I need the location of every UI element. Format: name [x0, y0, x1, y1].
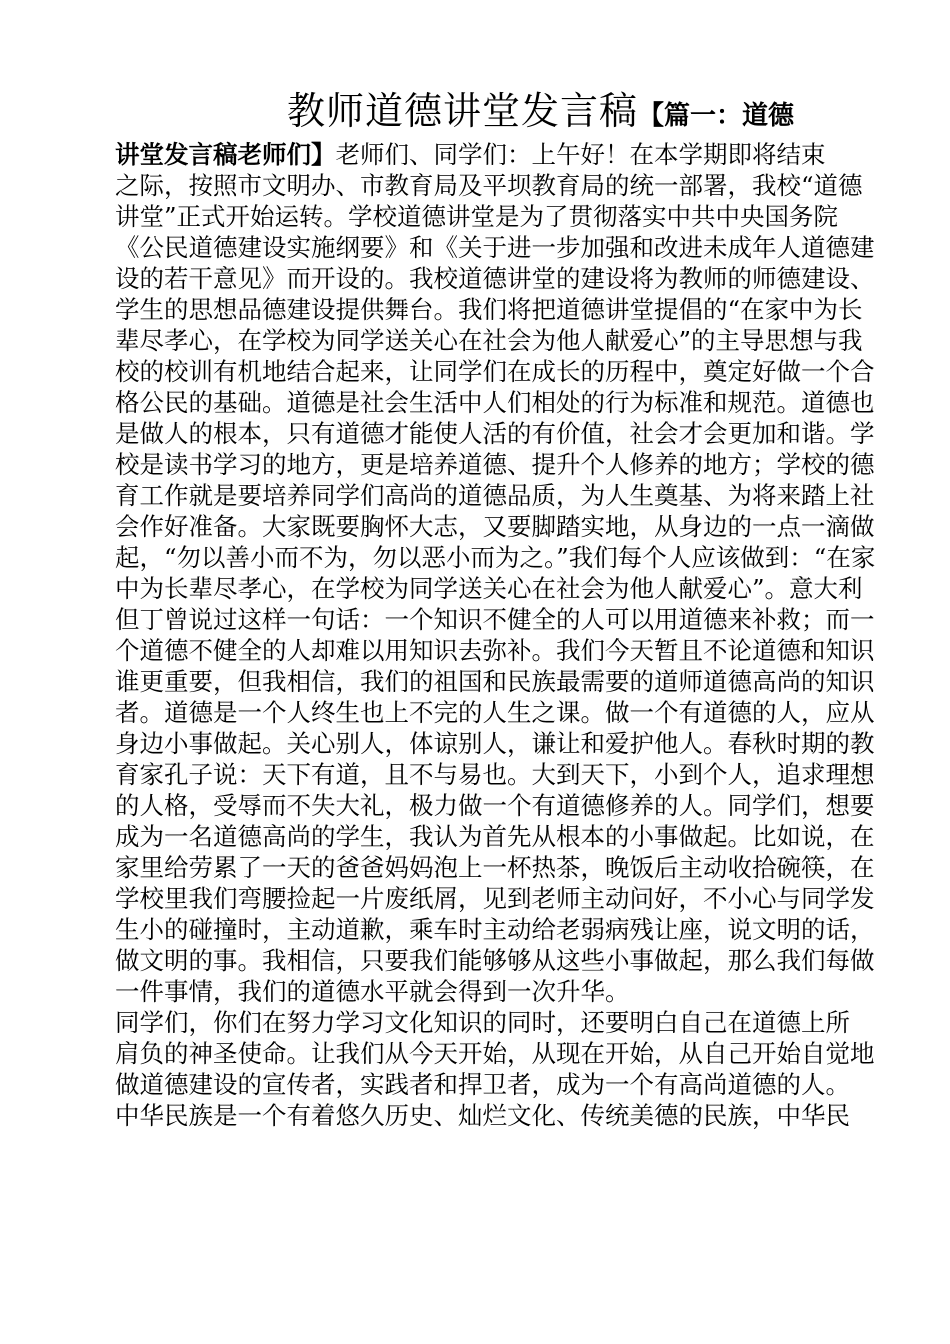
paragraph-line: 讲堂”正式开始运转。学校道德讲堂是为了贯彻落实中共中央国务院	[115, 202, 839, 231]
paragraph-line: 但丁曾说过这样一句话：一个知识不健全的人可以用道德来补救；而一	[115, 605, 875, 634]
paragraph-line: 之际，按照市文明办、市教育局及平坝教育局的统一部署，我校“道德	[115, 171, 863, 200]
paragraph-line: 做道德建设的宣传者，实践者和捍卫者，成为一个有高尚道德的人。	[115, 1070, 850, 1099]
document-content	[115, 88, 876, 1131]
paragraph-line: 中为长辈尽孝心，在学校为同学送关心在社会为他人献爱心”。意大利	[115, 574, 863, 603]
title-subheading: 【篇一：道德	[638, 101, 795, 131]
paragraph-line: 会作好准备。大家既要胸怀大志，又要脚踏实地，从身边的一点一滴做	[115, 512, 875, 541]
paragraph-line: 谁更重要，但我相信，我们的祖国和民族最需要的道师道德高尚的知识	[115, 667, 875, 696]
paragraph-line: 成为一名道德高尚的学生，我认为首先从根本的小事做起。比如说，在	[115, 822, 875, 851]
paragraph-line: 《公民道德建设实施纲要》和《关于进一步加强和改进未成年人道德建	[115, 233, 875, 262]
paragraph-line: 的人格，受辱而不失大礼，极力做一个有道德修养的人。同学们，想要	[115, 791, 875, 820]
paragraph-line: 同学们，你们在努力学习文化知识的同时，还要明白自己在道德上所	[115, 1008, 850, 1037]
paragraph-line: 做文明的事。我相信，只要我们能够够从这些小事做起，那么我们每做	[115, 946, 875, 975]
paragraph-line: 肩负的神圣使命。让我们从今天开始，从现在开始，从自己开始自觉地	[115, 1039, 875, 1068]
paragraph-line: 辈尽孝心，在学校为同学送关心在社会为他人献爱心”的主导思想与我	[115, 326, 863, 355]
paragraph-line: 学生的思想品德建设提供舞台。我们将把道德讲堂提倡的“在家中为长	[115, 295, 863, 324]
paragraph-line: 是做人的根本，只有道德才能使人活的有价值，社会才会更加和谐。学	[115, 419, 875, 448]
document-title: 教师道德讲堂发言稿	[287, 89, 639, 133]
paragraph-line: 个道德不健全的人却难以用知识去弥补。我们今天暂且不论道德和知识	[115, 636, 875, 665]
paragraph-line: 育家孔子说：天下有道，且不与易也。大到天下，小到个人，追求理想	[115, 760, 875, 789]
paragraph-line: 学校里我们弯腰捡起一片废纸屑，见到老师主动问好，不小心与同学发	[115, 884, 875, 913]
paragraph-line: 生小的碰撞时，主动道歉，乘车时主动给老弱病残让座，说文明的话，	[115, 915, 875, 944]
paragraph-line: 中华民族是一个有着悠久历史、灿烂文化、传统美德的民族，中华民	[115, 1101, 850, 1130]
title-row	[115, 88, 843, 139]
paragraph-line: 校的校训有机地结合起来，让同学们在成长的历程中，奠定好做一个合	[115, 357, 875, 386]
paragraph-line: 身边小事做起。关心别人，体谅别人，谦让和爱护他人。春秋时期的教	[115, 729, 875, 758]
paragraph-line: 校是读书学习的地方，更是培养道德、提升个人修养的地方；学校的德	[115, 450, 875, 479]
paragraph-line: 格公民的基础。道德是社会生活中人们相处的行为标准和规范。道德也	[115, 388, 875, 417]
paragraph-line: 设的若干意见》而开设的。我校道德讲堂的建设将为教师的师德建设、	[115, 264, 875, 293]
paragraph-line: 育工作就是要培养同学们高尚的道德品质，为人生奠基、为将来踏上社	[115, 481, 875, 510]
paragraph-line	[115, 139, 843, 170]
subheading-continuation: 讲堂发言稿老师们】	[115, 140, 336, 169]
paragraph-line: 者。道德是一个人终生也上不完的人生之课。做一个有道德的人，应从	[115, 698, 875, 727]
paragraph-line: 起，“勿以善小而不为，勿以恶小而为之。”我们每个人应该做到：“在家	[115, 543, 876, 572]
paragraph-text: 老师们、同学们：上午好！在本学期即将结束	[335, 140, 826, 169]
paragraph-line: 家里给劳累了一天的爸爸妈妈泡上一杯热茶，晚饭后主动收拾碗筷，在	[115, 853, 875, 882]
document-body	[115, 170, 876, 1131]
paragraph-line: 一件事情，我们的道德水平就会得到一次升华。	[115, 977, 630, 1006]
